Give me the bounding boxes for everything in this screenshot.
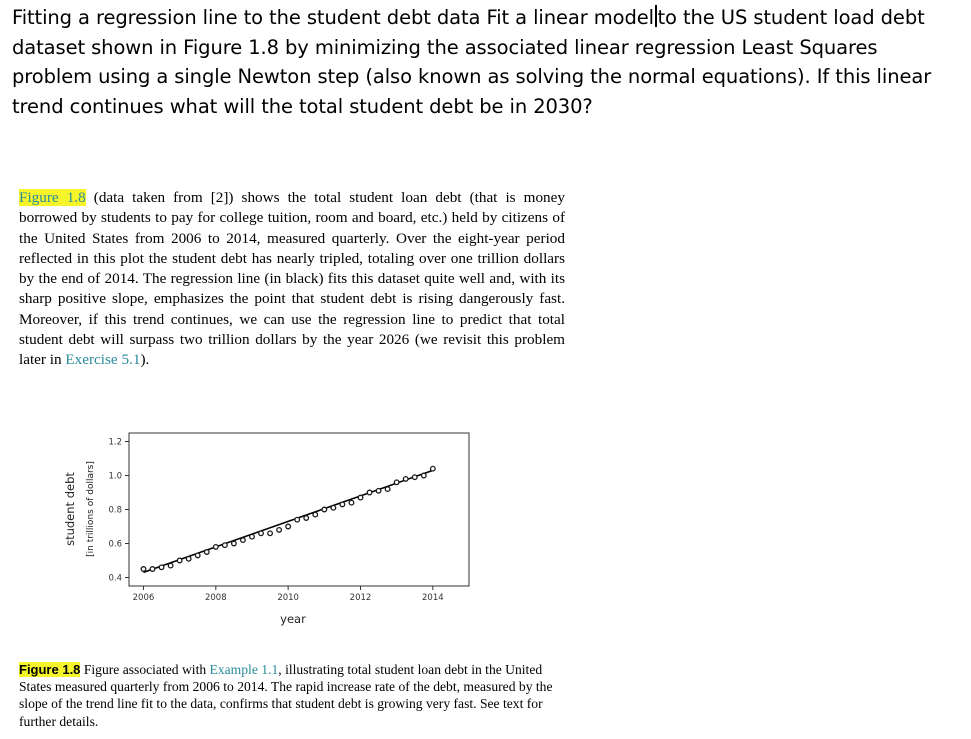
data-point	[186, 557, 191, 562]
data-point	[403, 477, 408, 482]
data-point	[141, 567, 146, 572]
data-point	[376, 489, 381, 494]
x-tick-label: 2012	[349, 593, 372, 603]
question-text[interactable]	[12, 3, 957, 121]
question-text-start: Fitting a regression line to the student debt data Fit a linear model	[12, 6, 654, 29]
data-point	[177, 558, 182, 563]
x-tick-label: 2010	[277, 593, 299, 603]
data-point	[195, 553, 200, 558]
y-axis-sublabel: [in trillions of dollars]	[86, 461, 96, 557]
textbook-excerpt	[19, 188, 565, 371]
caption-text-rest: , illustrating total student loan debt in the United States measured quarterly from 2006 to 2014. The rapid increase rate of the debt, measured by the slope of the trend line fit to the data, confirms that student debt is growing very fast. See text for further details.	[19, 662, 553, 729]
data-point	[322, 507, 327, 512]
y-axis-label: student debt	[63, 472, 77, 546]
excerpt-body: (data taken from [2]) shows the total student loan debt (that is money borrowed by students to pay for college tuition, room and board, etc.) held by citizens of the United States from 2006 to 2014, measured quarterly. Over the eight-year period reflected in this plot the student debt has nearly tripled, totaling over one trillion dollars by the end of 2014. The regression line (in black) fits this dataset quite well and, with its sharp positive slope, emphasizes the point that student debt is rising dangerously fast. Moreover, if this trend continues, we can use the regression line to predict that total student debt will surpass two trillion dollars by the year 2026 (we revisit this problem later in	[19, 189, 565, 369]
y-tick-label: 0.8	[108, 505, 122, 516]
data-point	[394, 480, 399, 485]
data-point	[286, 524, 291, 529]
data-point	[223, 543, 228, 548]
data-point	[304, 516, 309, 521]
y-tick-label: 1.2	[108, 437, 122, 448]
data-point	[412, 475, 417, 480]
student-debt-chart	[50, 418, 480, 628]
data-point	[259, 531, 264, 536]
data-point	[268, 531, 273, 536]
x-tick-label: 2008	[204, 593, 227, 603]
example-reference-link[interactable]: Example 1.1	[209, 662, 279, 677]
data-point	[168, 563, 173, 568]
x-tick-label: 2006	[132, 593, 155, 603]
figure-caption	[19, 661, 567, 730]
data-point	[159, 565, 164, 570]
data-point	[349, 500, 354, 505]
data-point	[241, 538, 246, 543]
data-point	[295, 517, 300, 522]
data-point	[277, 528, 282, 533]
excerpt-end: ).	[140, 351, 150, 369]
data-point	[358, 495, 363, 500]
data-point	[421, 473, 426, 478]
caption-text: Figure associated with	[80, 662, 210, 677]
data-point	[150, 567, 155, 572]
data-point	[431, 466, 436, 471]
caption-figure-label: Figure 1.8	[19, 662, 81, 677]
question-text-rest: to the US student load debt dataset shown in Figure 1.8 by minimizing the associated linear regression Least Squares problem using a single Newton step (also known as solving the normal equations). If this linear trend continues what will the total student debt be in 2030?	[12, 6, 932, 118]
exercise-reference-link[interactable]: Exercise 5.1	[65, 351, 141, 369]
data-point	[313, 512, 318, 517]
x-axis-label: year	[280, 612, 306, 626]
data-point	[367, 490, 372, 495]
data-point	[331, 506, 336, 511]
y-tick-label: 1.0	[108, 471, 122, 482]
figure-reference-link[interactable]: Figure 1.8	[19, 189, 86, 206]
data-point	[232, 541, 237, 546]
data-point	[250, 534, 255, 539]
data-point	[204, 550, 209, 555]
y-tick-label: 0.4	[108, 573, 122, 584]
data-point	[214, 545, 219, 550]
data-point	[385, 487, 390, 492]
x-tick-label: 2014	[422, 593, 444, 603]
text-caret	[655, 5, 657, 27]
y-tick-label: 0.6	[108, 539, 122, 550]
data-point	[340, 502, 345, 507]
